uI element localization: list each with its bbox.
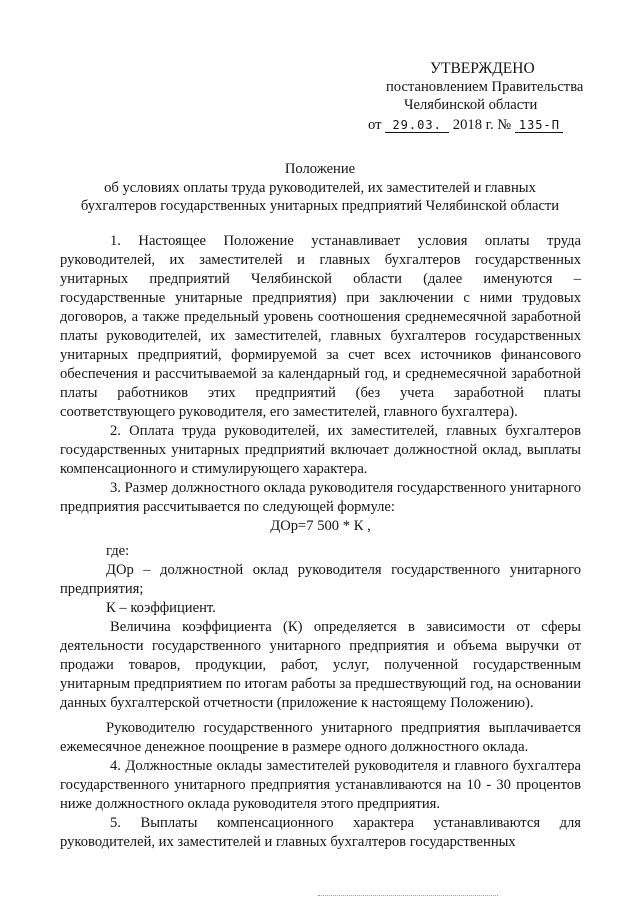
approval-region-line: Челябинской области: [404, 97, 538, 113]
year-number-label: 2018 г. №: [452, 117, 512, 133]
paragraph-2: 2. Оплата труда руководителей, их заместителей, главных бухгалтеров государственных унитарных предприятий включает должностной оклад, выплаты компенсационного и стимулирующего характера.: [60, 423, 581, 477]
approval-date-line: [360, 116, 620, 134]
handwritten-date: 29.03.: [385, 118, 449, 133]
definition-dor: ДОр – должностной оклад руководителя государственного унитарного предприятия;: [60, 562, 581, 597]
scan-artifact-line: [318, 895, 498, 898]
title-line-1: Положение: [284, 161, 356, 177]
paragraph-1: 1. Настоящее Положение устанавливает условия оплаты труда руководителей, их заместителей и главных бухгалтеров государственных унитарных предприятий Челябинской области (далее именуются – государственные унитарные предприятия) при заключении с ними трудовых договоров, а также предельный уровень соотношения среднемесячной заработной платы руководителей, их заместителей, главных бухгалтеров государственных унитарных предприятий, формируемой за счет всех источников финансового обеспечения и рассчитываемой за календарный год, и среднемесячной заработной платы работников этих предприятий (без учета заработной платы соответствующего руководителя, его заместителей, главного бухгалтера).: [60, 233, 581, 420]
handwritten-number: 135-П: [515, 118, 563, 133]
paragraph-coefficient: Величина коэффициента (К) определяется в зависимости от сферы деятельности государственного унитарного предприятия и объема выручки от продажи товаров, продукции, работ, услуг, полученной государственным унитарным предприятием по итогам работы за предшествующий год, на основании данных бухгалтерской отчетности (приложение к настоящему Положению).: [60, 619, 582, 711]
paragraph-5: 5. Выплаты компенсационного характера устанавливаются для руководителей, их заместителей и главных бухгалтеров государственных: [60, 815, 581, 850]
document-title: [60, 160, 580, 216]
approval-stamp: [360, 60, 620, 134]
definition-k: К – коэффициент.: [106, 600, 216, 616]
paragraph-4: 4. Должностные оклады заместителей руководителя и главного бухгалтера государственного унитарного предприятия устанавливаются на 10 - 30 процентов ниже должностного оклада руководителя этого предприятия.: [60, 758, 581, 812]
title-line-2: об условиях оплаты труда руководителей, их заместителей и главных: [104, 179, 536, 196]
paragraph-3: 3. Размер должностного оклада руководителя государственного унитарного предприятия рассчитывается по следующей формуле:: [60, 480, 581, 515]
salary-formula: ДОр=7 500 * К ,: [270, 518, 371, 534]
date-prefix: от: [368, 117, 382, 133]
title-line-3: бухгалтеров государственных унитарных предприятий Челябинской области: [80, 198, 560, 214]
document-body: [60, 232, 581, 852]
formula-where: где:: [106, 543, 130, 559]
paragraph-bonus: Руководителю государственного унитарного предприятия выплачивается ежемесячное денежное поощрение в размере одного должностного оклада.: [60, 720, 581, 755]
approval-heading: УТВЕРЖДЕНО: [430, 60, 535, 77]
approval-decree-line: постановлением Правительства: [386, 79, 584, 95]
